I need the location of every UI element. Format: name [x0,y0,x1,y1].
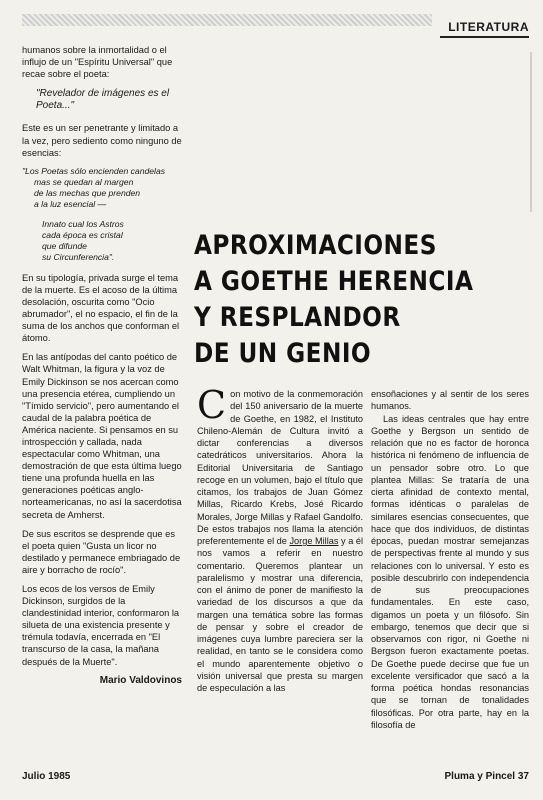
poem-line: mas se quedan al margen [34,176,134,187]
poem-line: cada época es cristal [42,229,123,240]
poem-stanza-1 [22,166,182,210]
header-decoration-band [22,14,432,26]
title-line: DE UN GENIO [194,338,372,369]
poem-line: que difunde [42,240,87,251]
title-line: A GOETHE HERENCIA [194,266,474,297]
right-paragraph-1: ensoñaciones y al sentir de los seres humanos. [371,389,529,412]
body-text: y a él nos vamos a referir en nuestro comentario. Queremos plantear un paralelismo y mostrar una diferencia, con el ánimo de poner de manifiesto la variedad de los discursos a que da margen una temática sobre las formas de pensar y sobre el creador de imágenes cuya lumbre pareciera ser la realidad, en tanto se le considera como el mundo aparentemente objetivo o visión universal que presta su margen de especulación a las [197,536,364,693]
page-number: Pluma y Pincel 37 [444,771,529,782]
poem-line: su Circunferencia". [42,251,115,262]
issue-date: Julio 1985 [22,771,71,782]
left-paragraph-5: De sus escritos se desprende que es el poeta quien "Gusta un licor no destilado y permanece embriagado de aire y borracho de rocío". [22,528,181,575]
right-paragraph-2: Las ideas centrales que hay entre Goethe y Bergson un sentido de relación que no es factor de horonca histórica ni fenómeno de influencia de un pensador sobre otro. Lo que plantea Millas: Se trataría de una cierta afinidad de contexto mental, formas idénticas o paralelas de similares esencias consecuentes, que hace que dos individuos, de distintas épocas, puedan mostrar semejanzas de perspectivas frente al mundo y sus relaciones con lo universal. Y esto es posible descubrirlo con independencia de sus preocupaciones fundamentales. En este caso, digamos un poeta y un filósofo. Sin embargo, tenemos que decir que si observamos con rigor, ni Goethe ni Bergson fueron exactamente poetas. De Goethe puede decirse que fue un excelente versificador que sacó a la forma poética hondas resonancias que se tornan de tonalidades filosóficas. Por otra parte, hay en la filosofía de [371,413,529,730]
left-paragraph-2: Este es un ser penetrante y limitado a la vez, pero sediento como ninguno de esencias: [22,123,182,158]
middle-column [197,383,364,694]
left-paragraph-1: humanos sobre la inmortalidad o el influjo de un "Espíritu Universal" que recae sobre el poeta: [22,45,173,80]
underlined-name: Jorge Millas [289,536,339,546]
poem-line: Innato cual los Astros [42,218,124,229]
poem-line: de las mechas que prenden [34,187,141,198]
section-label: LITERATURA [448,20,529,34]
title-line: APROXIMACIONES [194,230,437,261]
body-text: on motivo de la conmemoración del 150 aniversario de la muerte de Goethe, en 1982, el Instituto Chileno-Alemán de Cultura invitó a dictar conferencias a diversos catedráticos universitarios. Ahora la Editorial Universitaria de Santiago recoge en un volumen, bajo el título que citamos, los trabajos de Juan Gómez Millas, Ricardo Krebs, José Ricardo Morales, Jorge Millas y Rafael Gandolfo. De estos trabajos nos llama la atención preferentemente el de [197,389,363,546]
poem-stanza-2 [22,219,182,263]
left-column [22,44,182,694]
margin-rule [530,52,532,212]
poem-line: a la luz esencial — [34,198,107,209]
title-line: Y RESPLANDOR [194,302,401,333]
article-title [194,228,474,372]
article-body-paragraph [197,383,364,694]
left-paragraph-4: En las antípodas del canto poético de Walt Whitman, la figura y la voz de Emily Dickinson se nos acercan como una presencia etérea, cumpliendo un "Tímido servicio", pero aumentando el caudal de la palabra poética de América naciente. Si pensamos en su introspección y callada, nada espectacular como Whitman, una demostración de que esta última luego tiene una profunda huella en las generaciones poéticas anglo-norteamericanas, no así la sacerdotisa secreta de Amherst. [22,352,182,520]
drop-cap: C [197,383,227,427]
pull-quote: "Revelador de imágenes es el Poeta..." [36,88,170,112]
left-paragraph-3: En su tipología, privada surge el tema de la muerte. Es el acoso de la última desolación, oscurita como "Ocio abrumador", el no espacio, el fin de la suma de los anchos que conforman el átomo. [22,272,180,344]
section-rule [440,36,529,38]
right-column [371,388,529,731]
author-byline: Mario Valdovinos [99,674,182,686]
poem-line: "Los Poetas sólo encienden candelas [22,165,166,176]
left-paragraph-6: Los ecos de los versos de Emily Dickinson, surgidos de la clandestinidad interior, conformaron la silueta de una existencia presente y trémula todavía, encerrada en "El transcurso de la casa, la mañana después de la Muerte". [22,584,180,667]
